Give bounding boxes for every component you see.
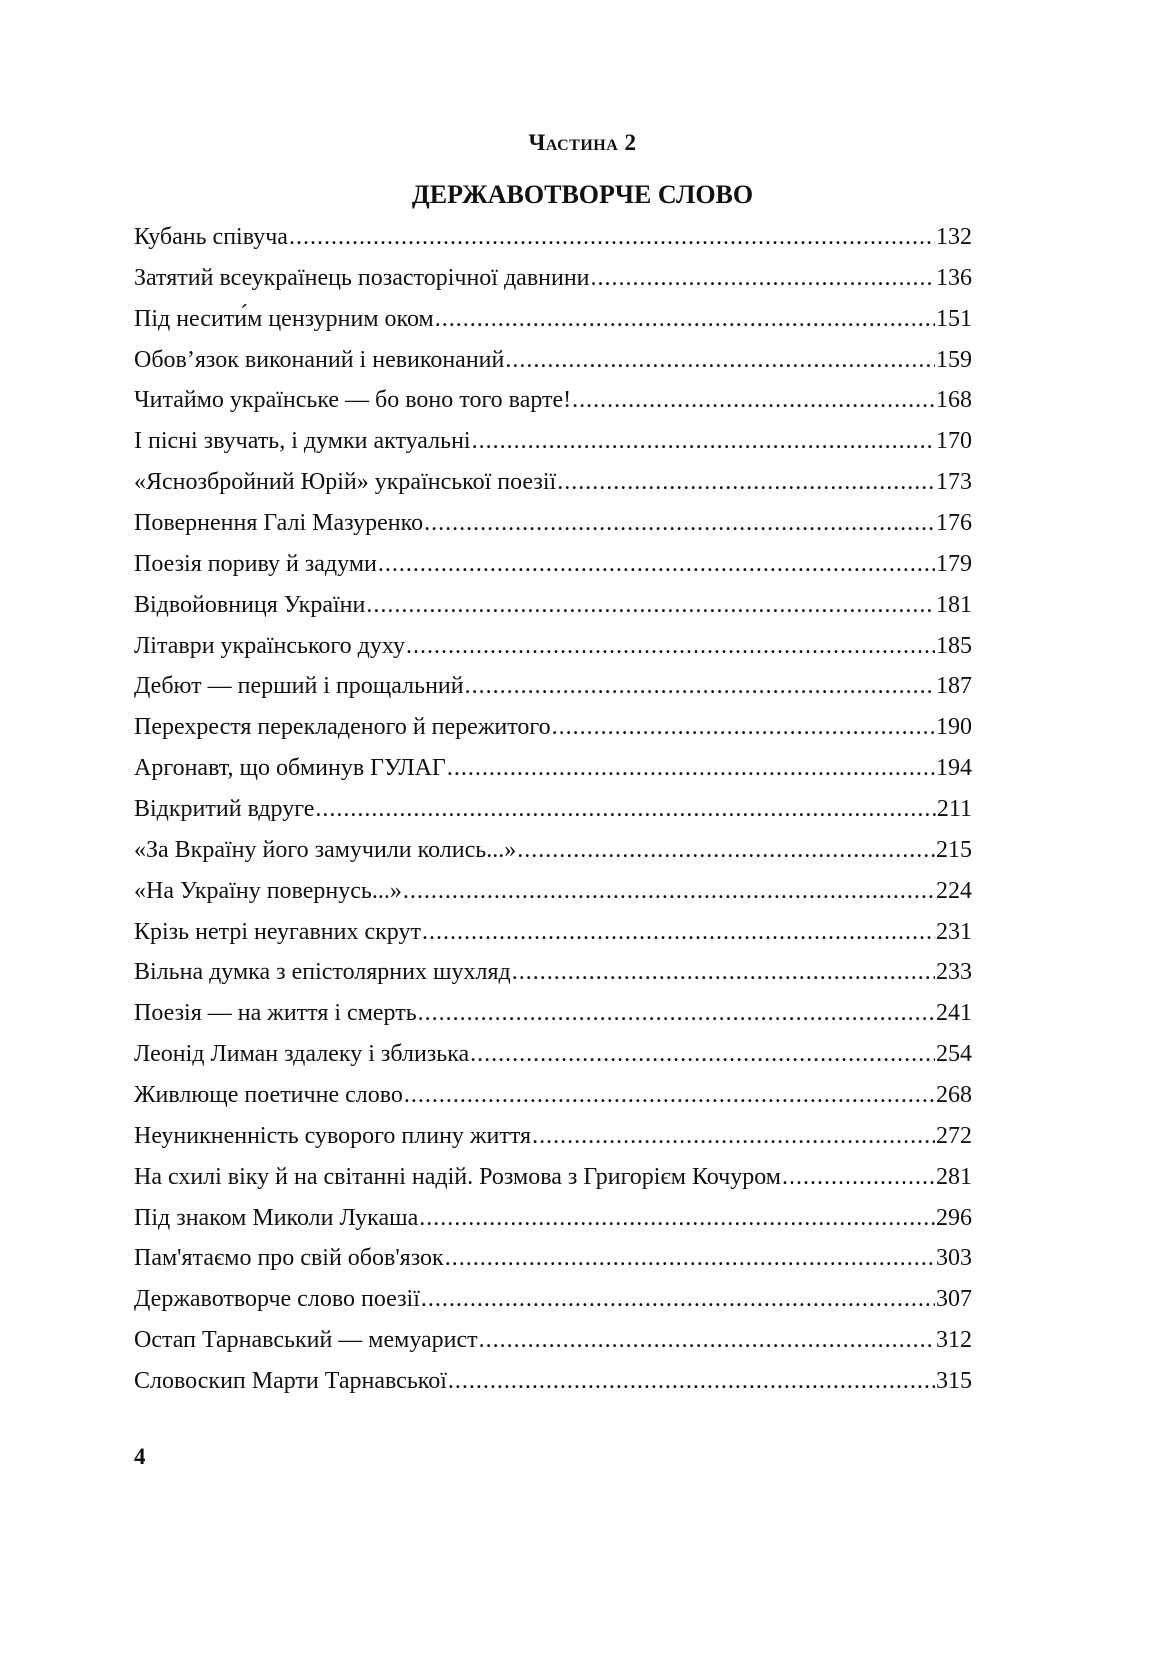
toc-entry-title: Поезія пориву й задуми <box>134 550 377 577</box>
toc-entry[interactable] <box>134 425 972 466</box>
toc-entry-title: І пісні звучать, і думки актуальні <box>134 428 471 455</box>
toc-entry-title: Відвойовниця України <box>134 591 366 618</box>
toc-entry-page: 179 <box>936 550 972 577</box>
toc-entry-title: Вільна думка з епістолярних шухляд <box>134 959 511 986</box>
toc-entry-page: 194 <box>936 755 972 782</box>
toc-entry-title: Пам'ятаємо про свій обов'язок <box>134 1245 444 1272</box>
toc-entry-title: «На Україну повернусь...» <box>134 877 402 904</box>
dot-leader <box>315 793 936 825</box>
dot-leader <box>421 1283 935 1315</box>
toc-entry[interactable] <box>134 589 972 630</box>
toc-entry-page: 272 <box>936 1122 972 1149</box>
toc-entry-page: 312 <box>936 1327 972 1354</box>
dot-leader <box>422 916 935 948</box>
toc-entry-page: 233 <box>936 959 972 986</box>
dot-leader <box>505 344 935 376</box>
toc-entry-page: 224 <box>936 877 972 904</box>
toc-entry[interactable] <box>134 507 972 548</box>
toc-entry-page: 303 <box>936 1245 972 1272</box>
toc-entry[interactable] <box>134 670 972 711</box>
dot-leader <box>406 630 935 662</box>
toc-entry[interactable] <box>134 1202 972 1243</box>
toc-entry[interactable] <box>134 466 972 507</box>
toc-entry[interactable] <box>134 997 972 1038</box>
toc-entry-page: 168 <box>936 387 972 414</box>
toc-entry-title: Леонід Лиман здалеку і зблизька <box>134 1041 470 1068</box>
toc-entry-title: Державотворче слово поезії <box>134 1286 420 1313</box>
dot-leader <box>465 670 935 702</box>
toc-entry-title: Неуникненність суворого плину життя <box>134 1122 532 1149</box>
dot-leader <box>418 997 935 1029</box>
toc-entry-title: «Яснозбройний Юрій» української поезії <box>134 469 557 496</box>
toc-entry-title: Словоскип Марти Тарнавської <box>134 1368 447 1395</box>
toc-entry[interactable] <box>134 262 972 303</box>
toc-entry-page: 315 <box>936 1368 972 1395</box>
dot-leader <box>289 221 935 253</box>
toc-entry-page: 151 <box>936 305 972 332</box>
dot-leader <box>404 1079 935 1111</box>
toc-entry-title: Поезія — на життя і смерть <box>134 1000 417 1027</box>
toc-entry[interactable] <box>134 752 972 793</box>
toc-entry-page: 211 <box>936 796 972 823</box>
toc-entry[interactable] <box>134 793 972 834</box>
dot-leader <box>424 507 935 539</box>
toc-entry-page: 215 <box>936 836 972 863</box>
dot-leader <box>591 262 935 294</box>
section-title: ДЕРЖАВОТВОРЧЕ СЛОВО <box>411 180 754 209</box>
toc-entry-page: 231 <box>936 918 972 945</box>
toc-entry-title: Живлюще поетичне слово <box>134 1082 403 1109</box>
toc-entry-title: Відкритий вдруге <box>134 796 315 823</box>
dot-leader <box>403 875 935 907</box>
toc-entry-title: Під знаком Миколи Лукаша <box>134 1204 419 1231</box>
toc-entry[interactable] <box>134 1161 972 1202</box>
dot-leader <box>517 834 935 866</box>
toc-entry[interactable] <box>134 875 972 916</box>
dot-leader <box>378 548 935 580</box>
dot-leader <box>448 1365 935 1397</box>
dot-leader <box>445 1242 935 1274</box>
toc-entry-title: «За Вкраїну його замучили колись...» <box>134 836 517 863</box>
dot-leader <box>419 1202 935 1234</box>
toc-entry-page: 254 <box>936 1041 972 1068</box>
toc-entry[interactable] <box>134 1242 972 1283</box>
dot-leader <box>479 1324 935 1356</box>
toc-entry[interactable] <box>134 384 972 425</box>
toc-entry-title: Під несити́м цензурним оком <box>134 305 434 332</box>
toc-entry-title: Читаймо українське — бо воно того варте! <box>134 387 572 414</box>
toc-entry-page: 187 <box>936 673 972 700</box>
toc-entry-title: Дебют — перший і прощальний <box>134 673 464 700</box>
toc-entry[interactable] <box>134 1324 972 1365</box>
toc-entry-page: 159 <box>936 346 972 373</box>
dot-leader <box>552 711 935 743</box>
toc-entry-title: Повернення Галі Мазуренко <box>134 510 424 537</box>
toc-entry[interactable] <box>134 956 972 997</box>
part-label: Частина 2 <box>528 130 637 155</box>
dot-leader <box>470 1038 935 1070</box>
toc-entry-page: 281 <box>936 1163 972 1190</box>
toc-entry-page: 185 <box>936 632 972 659</box>
dot-leader <box>366 589 935 621</box>
toc-entry-title: Перехрестя перекладеного й пережитого <box>134 714 551 741</box>
toc-entry-page: 268 <box>936 1082 972 1109</box>
table-of-contents <box>134 221 972 1406</box>
toc-entry[interactable] <box>134 834 972 875</box>
toc-entry-page: 176 <box>936 510 972 537</box>
toc-entry[interactable] <box>134 916 972 957</box>
toc-entry-page: 132 <box>936 224 972 250</box>
dot-leader <box>472 425 935 457</box>
toc-entry[interactable] <box>134 1120 972 1161</box>
dot-leader <box>557 466 935 498</box>
toc-entry[interactable] <box>134 1283 972 1324</box>
toc-entry[interactable] <box>134 1038 972 1079</box>
toc-entry[interactable] <box>134 711 972 752</box>
toc-entry[interactable] <box>134 548 972 589</box>
dot-leader <box>572 384 935 416</box>
toc-entry-title: Кубань співуча <box>134 224 288 250</box>
toc-entry-page: 296 <box>936 1204 972 1231</box>
dot-leader <box>532 1120 935 1152</box>
toc-entry[interactable] <box>134 1079 972 1120</box>
toc-entry[interactable] <box>134 303 972 344</box>
toc-entry-title: Літаври українського духу <box>134 632 405 659</box>
toc-entry-page: 173 <box>936 469 972 496</box>
dot-leader <box>782 1161 935 1193</box>
toc-entry-page: 170 <box>936 428 972 455</box>
toc-entry-page: 307 <box>936 1286 972 1313</box>
toc-entry[interactable] <box>134 344 972 385</box>
toc-entry-page: 181 <box>936 591 972 618</box>
toc-entry-page: 136 <box>936 264 972 291</box>
toc-entry-title: Затятий всеукраїнець позасторічної давнини <box>134 264 590 291</box>
toc-entry-title: Обов’язок виконаний і невиконаний <box>134 346 505 373</box>
dot-leader <box>435 303 935 335</box>
toc-entry-page: 241 <box>936 1000 972 1027</box>
dot-leader <box>447 752 935 784</box>
page-number: 4 <box>134 1444 146 1469</box>
toc-entry[interactable] <box>134 1365 972 1406</box>
toc-entry-title: Остап Тарнавський — мемуарист <box>134 1327 478 1354</box>
toc-entry-title: Аргонавт, що обминув ГУЛАГ <box>134 755 446 782</box>
toc-entry-page: 190 <box>936 714 972 741</box>
toc-entry-title: На схилі віку й на світанні надій. Розмова з Григорієм Кочуром <box>134 1163 781 1190</box>
toc-entry-title: Крізь нетрі неугавних скрут <box>134 918 421 945</box>
dot-leader <box>512 956 935 988</box>
toc-entry[interactable] <box>134 630 972 671</box>
toc-entry[interactable] <box>134 221 972 262</box>
